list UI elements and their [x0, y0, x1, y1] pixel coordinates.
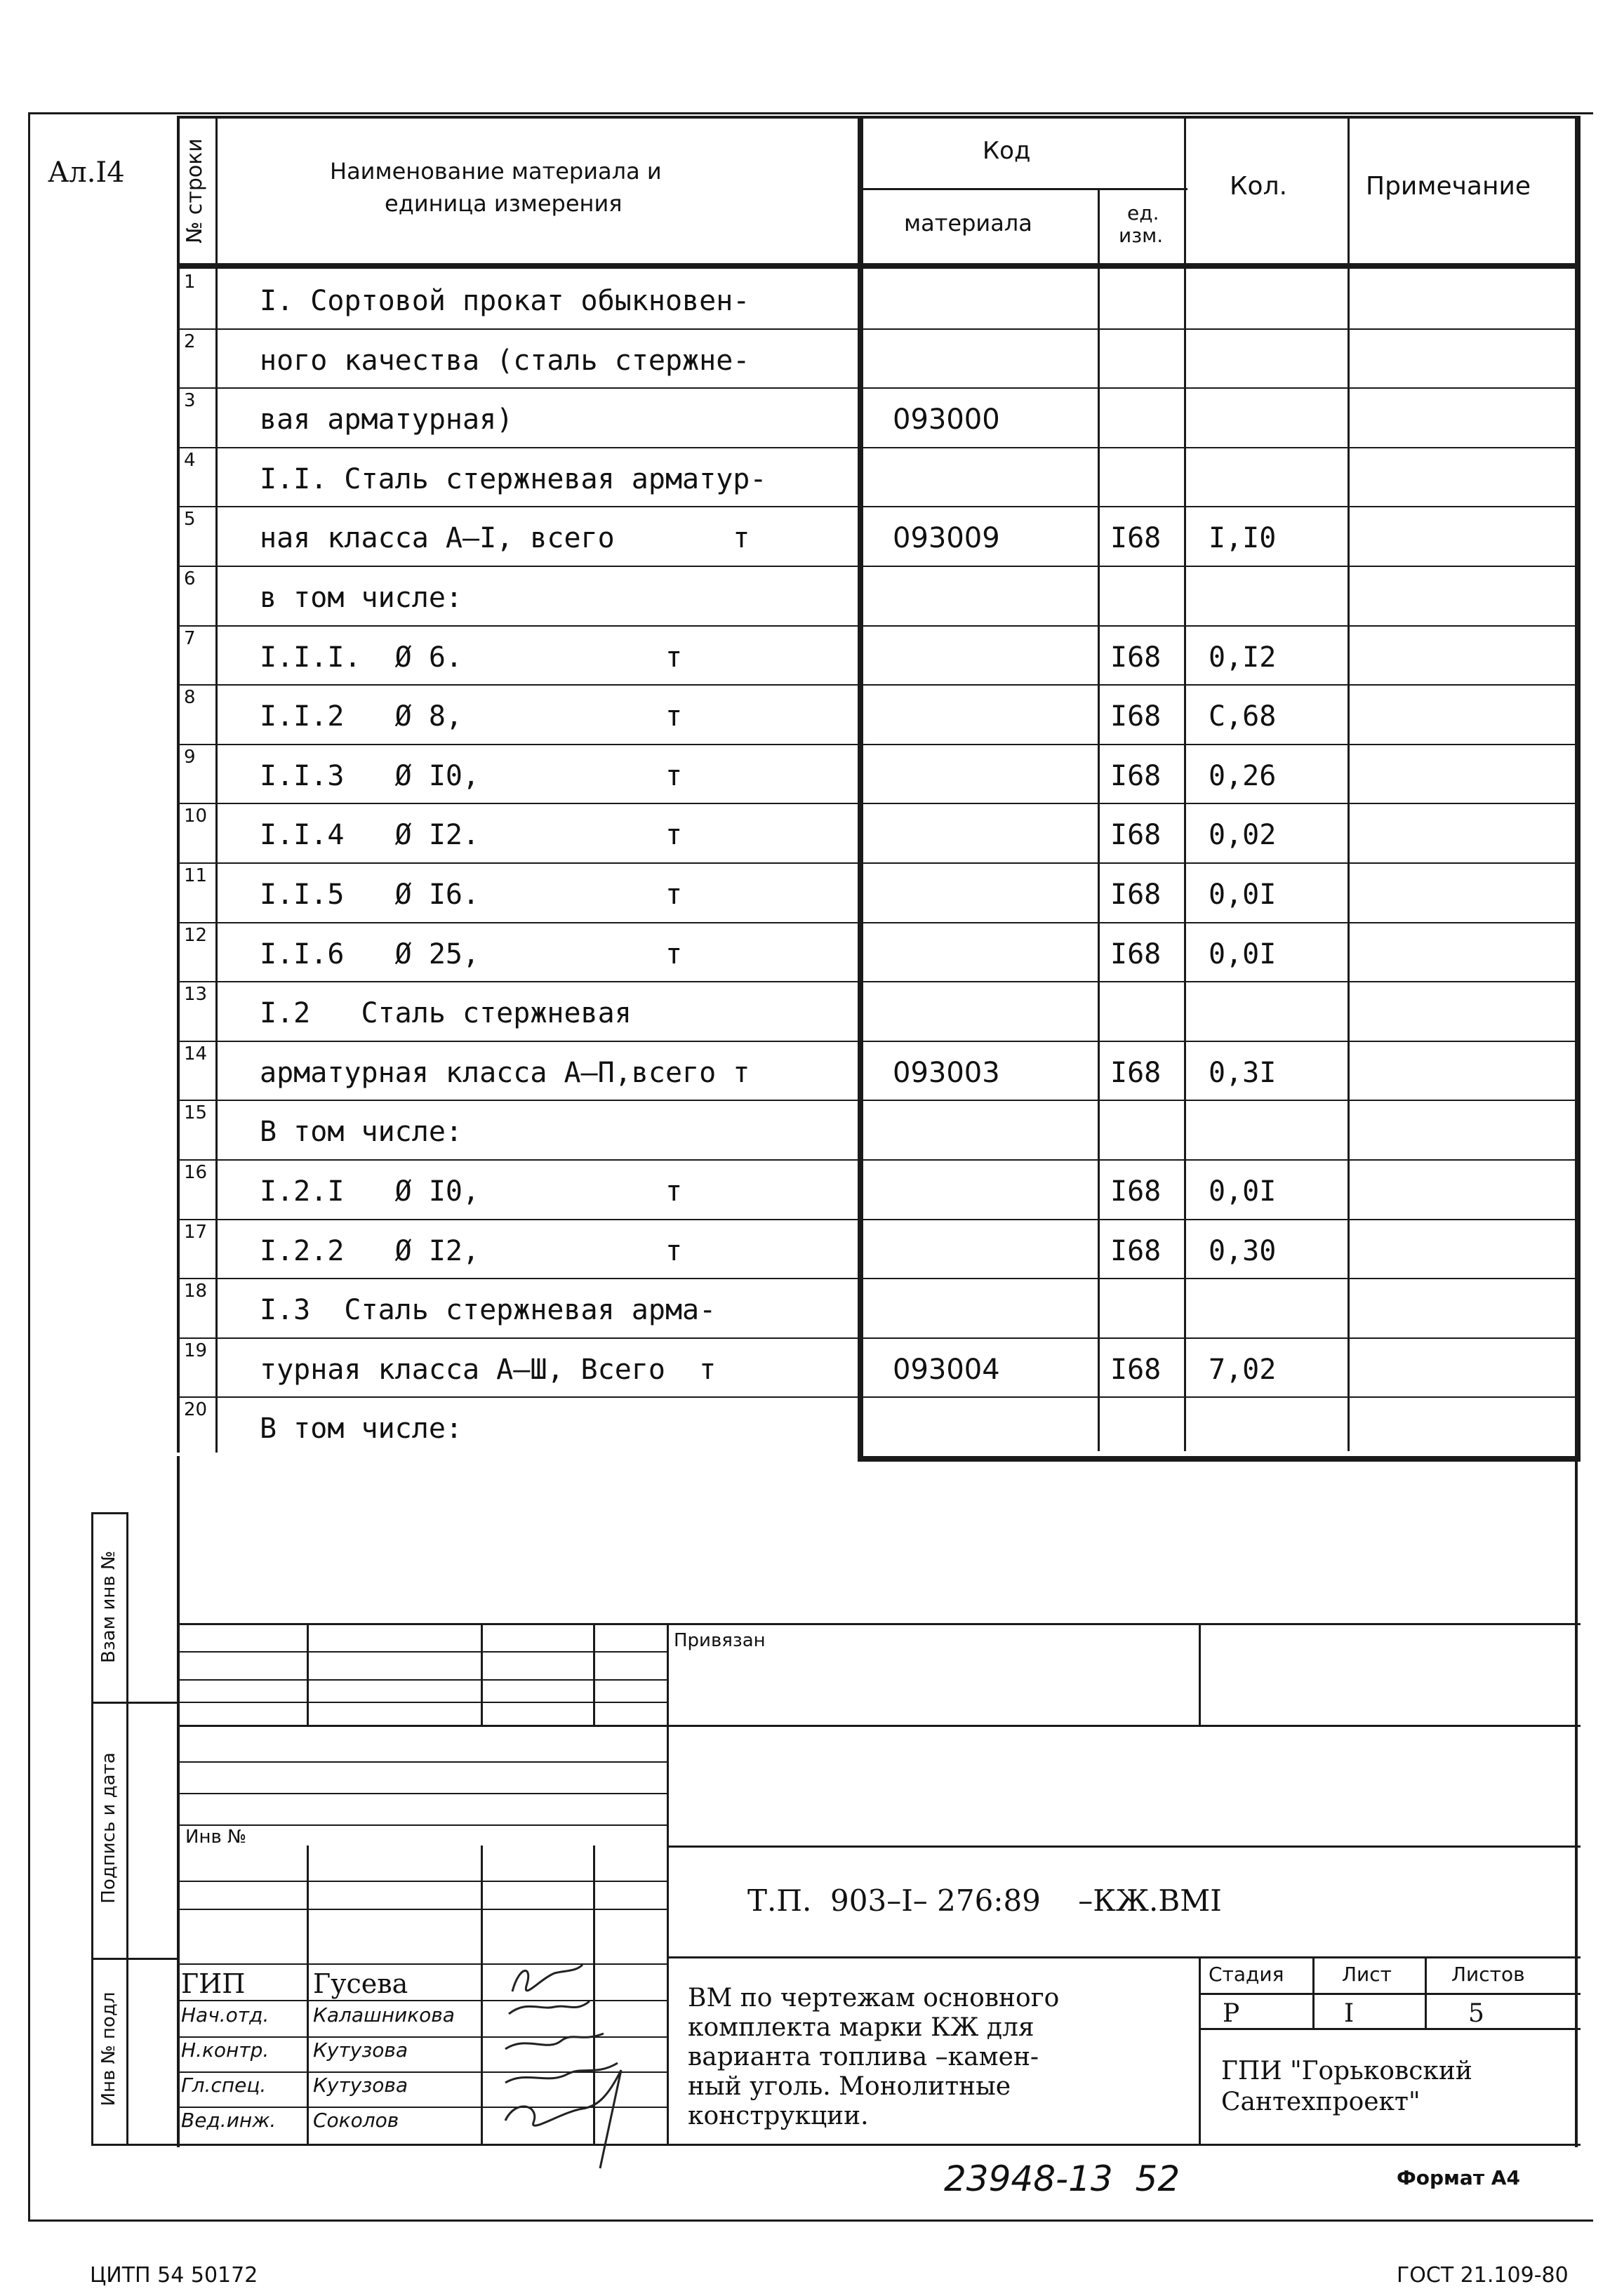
- stamp-role: Гл.спец.: [181, 2074, 267, 2097]
- row-text: ного качества (сталь стержне-: [260, 345, 750, 377]
- header-row-no: № строки: [182, 138, 207, 243]
- row-number: 3: [184, 390, 196, 411]
- stamp-row-divider: [177, 1909, 668, 1910]
- stamp-privyazan: Привязан: [674, 1630, 766, 1651]
- stamp-inv-no: Инв №: [185, 1827, 247, 1848]
- row-text: I.I.3 Ø I0, т: [260, 760, 683, 792]
- row-code: 093000: [893, 403, 1000, 436]
- stamp-role: Вед.инж.: [181, 2109, 277, 2132]
- row-text: I.I.4 Ø I2. т: [260, 819, 683, 851]
- row-number: 5: [184, 509, 196, 530]
- table-row: [177, 1396, 1577, 1456]
- stamp-row-divider: [177, 1824, 668, 1826]
- stamp-title-line: комплекта марки КЖ для: [688, 2013, 1034, 2042]
- row-text: вая арматурная): [260, 403, 514, 436]
- stamp-title-line: конструкции.: [688, 2102, 869, 2130]
- row-qty: С,68: [1209, 700, 1277, 733]
- row-number: 9: [184, 747, 196, 768]
- table-row: [177, 328, 1577, 388]
- table-row: [177, 506, 1577, 566]
- row-number: 19: [184, 1340, 208, 1361]
- header-name-line2: единица измерения: [385, 190, 623, 217]
- table-row: [177, 1041, 1577, 1100]
- side-label-inv-podl: Инв № подл: [98, 1991, 119, 2107]
- header-code-material: материала: [904, 210, 1032, 236]
- table-row: [177, 1278, 1577, 1337]
- row-text: арматурная класса А–П,всего т: [260, 1057, 750, 1089]
- row-text: I.I.6 Ø 25, т: [260, 938, 683, 970]
- row-qty: 0,0I: [1209, 1175, 1277, 1208]
- row-qty: 7,02: [1209, 1354, 1277, 1386]
- table-row: [177, 1100, 1577, 1159]
- row-number: 1: [184, 272, 196, 293]
- row-number: 7: [184, 628, 196, 649]
- page-border-left: [28, 112, 30, 2221]
- row-qty: 0,3I: [1209, 1057, 1277, 1089]
- stamp-person-name: Гусева: [313, 1968, 408, 1999]
- side-label-podpis: Подпись и дата: [98, 1752, 119, 1904]
- table-row: [177, 566, 1577, 625]
- row-qty: 0,30: [1209, 1235, 1277, 1267]
- row-number: 17: [184, 1222, 208, 1243]
- row-unit: I68: [1110, 700, 1162, 733]
- row-unit: I68: [1110, 1354, 1162, 1386]
- table-row: [177, 862, 1577, 922]
- row-text: I.I.I. Ø 6. т: [260, 641, 683, 674]
- sheet-label: Ал.I4: [48, 156, 125, 189]
- row-qty: 0,0I: [1209, 879, 1277, 911]
- stamp-person-name: Кутузова: [313, 2074, 408, 2097]
- org-line1: ГПИ "Горьковский: [1221, 2057, 1472, 2085]
- table-row: [177, 1337, 1577, 1397]
- page-border-top: [28, 112, 1593, 114]
- stamp-row-divider: [177, 1793, 668, 1794]
- stamp-person-name: Соколов: [313, 2109, 399, 2132]
- row-qty: 0,I2: [1209, 641, 1277, 674]
- org-line2: Сантехпроект": [1221, 2088, 1420, 2116]
- row-number: 2: [184, 331, 196, 352]
- row-number: 10: [184, 806, 208, 827]
- row-unit: I68: [1110, 938, 1162, 970]
- stamp-row-divider: [177, 1761, 668, 1763]
- stage-label: Стадия: [1209, 1963, 1284, 1986]
- table-row: [177, 684, 1577, 744]
- row-number: 12: [184, 925, 208, 946]
- row-text: I.I.2 Ø 8, т: [260, 700, 683, 733]
- table-row: [177, 1159, 1577, 1219]
- stamp-title-line: ВМ по чертежам основного: [688, 1984, 1060, 2013]
- handwritten-number: 23948-13 52: [944, 2158, 1180, 2199]
- table-row: [177, 981, 1577, 1041]
- stamp-row-divider: [177, 1679, 668, 1681]
- table-row: [177, 803, 1577, 862]
- row-code: 093003: [893, 1057, 1000, 1089]
- sheet-label-cell: Лист: [1342, 1963, 1392, 1986]
- header-code-unit-2: изм.: [1119, 224, 1164, 247]
- table-row: [177, 447, 1577, 507]
- row-number: 11: [184, 865, 208, 886]
- table-row: [177, 625, 1577, 685]
- row-text: I.I.5 Ø I6. т: [260, 879, 683, 911]
- row-text: турная класса А–Ш, Всего т: [260, 1354, 717, 1386]
- header-name-line1: Наименование материала и: [330, 158, 662, 185]
- stage-value: Р: [1223, 1999, 1240, 2028]
- footer-right: ГОСТ 21.109-80: [1397, 2263, 1569, 2288]
- row-number: 13: [184, 984, 208, 1005]
- row-text: I.2.2 Ø I2, т: [260, 1235, 683, 1267]
- row-unit: I68: [1110, 760, 1162, 792]
- row-text: I.2 Сталь стержневая: [260, 997, 632, 1029]
- row-unit: I68: [1110, 879, 1162, 911]
- row-code: 093004: [893, 1354, 1000, 1386]
- row-number: 20: [184, 1399, 208, 1420]
- header-code-unit-1: ед.: [1127, 201, 1159, 225]
- row-unit: I68: [1110, 1235, 1162, 1267]
- row-qty: 0,02: [1209, 819, 1277, 851]
- row-qty: 0,0I: [1209, 938, 1277, 970]
- format-label: Формат А4: [1397, 2166, 1520, 2189]
- row-unit: I68: [1110, 641, 1162, 674]
- row-unit: I68: [1110, 819, 1162, 851]
- row-text: I.2.I Ø I0, т: [260, 1175, 683, 1208]
- row-unit: I68: [1110, 522, 1162, 554]
- row-number: 18: [184, 1281, 208, 1302]
- footer-left: ЦИТП 54 50172: [90, 2263, 258, 2288]
- stamp-row-divider: [177, 1702, 668, 1703]
- table-row: [177, 387, 1577, 447]
- header-code: Код: [983, 137, 1031, 165]
- stamp-person-name: Кутузова: [313, 2038, 408, 2062]
- stamp-person-name: Калашникова: [313, 2003, 455, 2027]
- table-row: [177, 744, 1577, 803]
- row-unit: I68: [1110, 1175, 1162, 1208]
- row-text: I.I. Сталь стержневая арматур-: [260, 463, 767, 495]
- table-row: [177, 922, 1577, 982]
- header-qty: Кол.: [1230, 172, 1288, 201]
- header-note: Примечание: [1366, 172, 1531, 201]
- stamp-designation: Т.П. 903–I– 276:89 –КЖ.ВМI: [747, 1883, 1222, 1918]
- stamp-title-line: ный уголь. Монолитные: [688, 2072, 1011, 2101]
- stamp-role: Нач.отд.: [181, 2003, 270, 2027]
- row-number: 6: [184, 568, 196, 589]
- stamp-row-divider: [177, 1651, 668, 1653]
- row-number: 4: [184, 450, 196, 471]
- stamp-role: Н.контр.: [181, 2038, 270, 2062]
- sheets-value: 5: [1468, 1999, 1484, 2028]
- sheet-value: I: [1344, 1999, 1355, 2028]
- row-qty: 0,26: [1209, 760, 1277, 792]
- row-number: 16: [184, 1162, 208, 1183]
- row-qty: I,I0: [1209, 522, 1277, 554]
- stamp-row-divider: [177, 1881, 668, 1882]
- sheets-label: Листов: [1451, 1963, 1525, 1986]
- stamp-role: ГИП: [181, 1968, 246, 1999]
- row-number: 15: [184, 1102, 208, 1123]
- page-border-bottom: [28, 2220, 1593, 2222]
- row-text: I.3 Сталь стержневая арма-: [260, 1294, 717, 1326]
- signatures-graphic: [477, 1958, 646, 2182]
- row-text: В том числе:: [260, 1413, 463, 1445]
- side-label-vzam: Взам инв №: [98, 1551, 119, 1663]
- row-number: 8: [184, 687, 196, 708]
- row-text: I. Сортовой прокат обыкновен-: [260, 285, 750, 317]
- row-code: 093009: [893, 522, 1000, 554]
- table-row: [177, 269, 1577, 328]
- row-text: ная класса А–I, всего т: [260, 522, 750, 554]
- row-text: в том числе:: [260, 582, 463, 614]
- table-row: [177, 1219, 1577, 1279]
- stamp-title-line: варианта топлива –камен-: [688, 2043, 1039, 2071]
- row-unit: I68: [1110, 1057, 1162, 1089]
- row-number: 14: [184, 1043, 208, 1064]
- row-text: В том числе:: [260, 1116, 463, 1148]
